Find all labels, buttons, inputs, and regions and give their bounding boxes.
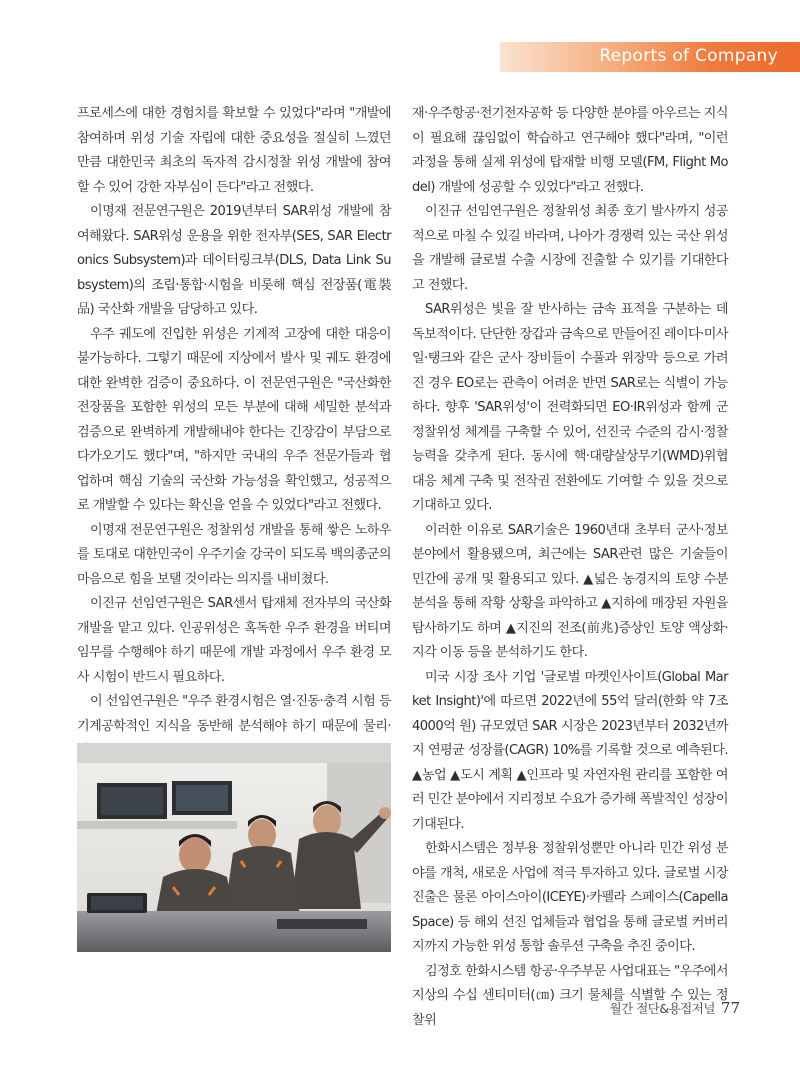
paragraph: 이진규 선임연구원은 SAR센서 탑재체 전자부의 국산화 개발을 맡고 있다. 인공위성은 혹독한 우주 환경을 버티며 임무를 수행해야 하기 때문에 개발 과정에서 우주 환경 모사 시험이 반드시 필요하다. [77, 596, 391, 685]
section-title: Reports of Company [599, 46, 778, 66]
magazine-name: 월간 절단&용접저널 [609, 1001, 715, 1016]
page-number: 77 [720, 999, 740, 1017]
researchers-photo [77, 743, 391, 952]
paragraph: 이 선임연구원은 "우주 환경시험은 열·진동·충격 시험 등 기계공학적인 지식을 동반해 분석해야 하기 때문에 물리· [77, 694, 391, 734]
paragraph: 한화시스템은 정부용 정찰위성뿐만 아니라 민간 위성 분야를 개척, 새로운 사업에 적극 투자하고 있다. 글로벌 시장 진출은 물론 아이스아이(ICEYE)·카펠라 스페이스(Capella Space) 등 해외 선진 업체들과 협업을 통해 글로벌 커버리지까지 가능한 위성 통합 솔루션 구축을 추진 중이다. [412, 841, 728, 954]
page-footer [610, 999, 740, 1017]
paragraph: 미국 시장 조사 기업 '글로벌 마켓인사이트(Global Market Insight)'에 따르면 2022년에 55억 달러(한화 약 7조 4000억 원) 규모였던 SAR 시장은 2023년부터 2032년까지 연평균 성장률(CAGR) 10%를 기록할 것으로 예측된다. ▲농업 ▲도시 계획 ▲인프라 및 자연자원 관리를 포함한 여러 민간 분야에서 지리정보 수요가 증가해 폭발적인 성장이 기대된다. [412, 669, 728, 832]
paragraph: 이러한 이유로 SAR기술은 1960년대 초부터 군사·정보 분야에서 활용됐으며, 최근에는 SAR관련 많은 기술들이 민간에 공개 및 활용되고 있다. ▲넓은 농경지의 토양 수분 분석을 통해 작황 상황을 파악하고 ▲지하에 매장된 자원을 탐사하기도 하며 ▲지진의 전조(前兆)증상인 토양 액상화·지각 이동 등을 분석하기도 한다. [412, 522, 728, 660]
paragraph: 프로세스에 대한 경험치를 확보할 수 있었다"라며 "개발에 참여하며 위성 기술 자립에 대한 중요성을 절실히 느꼈던 만큼 대한민국 최초의 독자적 감시정찰 위성 개발에 참여할 수 있어 강한 자부심이 든다"라고 전했다. [77, 106, 391, 195]
left-column [77, 102, 391, 764]
paragraph: 이명재 전문연구원은 2019년부터 SAR위성 개발에 참여해왔다. SAR위성 운용을 위한 전자부(SES, SAR Electronics Subsystem)과 데이터링크부(DLS, Data Link Subsystem)의 조립·통합·시험을 비롯해 핵심 전장품(電裝品) 국산화 개발을 담당하고 있다. [77, 204, 391, 317]
researchers-illustration [77, 743, 391, 952]
paragraph: 재·우주항공·전기전자공학 등 다양한 분야를 아우르는 지식이 필요해 끊임없이 학습하고 연구해야 했다"라며, "이런 과정을 통해 실제 위성에 탑재할 비행 모델(FM, Flight Model) 개발에 성공할 수 있었다"라고 전했다. [412, 106, 728, 195]
paragraph: 우주 궤도에 진입한 위성은 기계적 고장에 대한 대응이 불가능하다. 그렇기 때문에 지상에서 발사 및 궤도 환경에 대한 완벽한 검증이 중요하다. 이 전문연구원은 "국산화한 전장품을 포함한 위성의 모든 부분에 대해 세밀한 분석과 검증으로 완벽하게 개발해내야 한다는 긴장감이 부담으로 다가오기도 했다"며, "하지만 국내의 우주 전문가들과 협업하며 핵심 기술의 국산화 가능성을 확인했고, 성공적으로 개발할 수 있다는 확신을 얻을 수 있었다"라고 전했다. [77, 326, 391, 513]
paragraph: 이진규 선임연구원은 정찰위성 최종 호기 발사까지 성공적으로 마칠 수 있길 바라며, 나아가 경쟁력 있는 국산 위성을 개발해 글로벌 수출 시장에 진출할 수 있기를 기대한다고 전했다. [412, 204, 728, 293]
paragraph: 이명재 전문연구원은 정찰위성 개발을 통해 쌓은 노하우를 토대로 대한민국이 우주기술 강국이 되도록 백의종군의 마음으로 힘을 보탤 것이라는 의지를 내비쳤다. [77, 522, 391, 587]
paragraph: 김정호 한화시스템 항공·우주부문 사업대표는 "우주에서 지상의 수십 센티미터(㎝) 크기 물체를 식별할 수 있는 정찰위 [412, 963, 728, 1028]
right-column [412, 102, 728, 1033]
paragraph: SAR위성은 빛을 잘 반사하는 금속 표적을 구분하는 데 독보적이다. 단단한 장갑과 금속으로 만들어진 레이다·미사일·탱크와 같은 군사 장비들이 수풀과 위장막 등으로 가려진 경우 EO로는 관측이 어려운 반면 SAR로는 식별이 가능하다. 향후 'SAR위성'이 전력화되면 EO·IR위성과 함께 군 정찰위성 체계를 구축할 수 있어, 선진국 수준의 감시·정찰 능력을 갖추게 된다. 동시에 핵·대량살상무기(WMD)위협 대응 체계 구축 및 전작권 전환에도 기여할 수 있을 것으로 기대하고 있다. [412, 302, 728, 513]
